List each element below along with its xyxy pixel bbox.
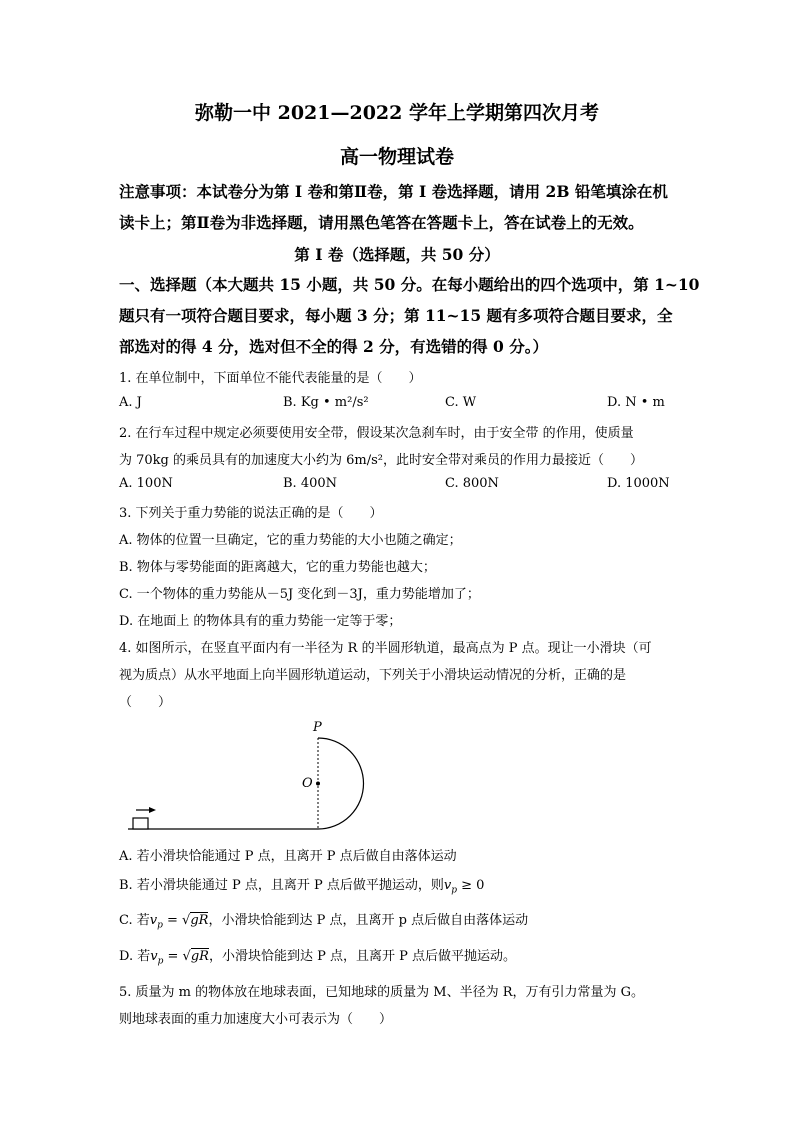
q1-option-a: A. J [119, 395, 142, 410]
section-instruction-1: 一、选择题（本大题共 15 小题，共 50 分。在每小题给出的四个选项中，第 1~10 [119, 275, 700, 294]
q4-option-b-sub: p [451, 885, 457, 896]
section-instruction-3: 部选对的得 4 分，选对但不全的得 2 分，有选错的得 0 分。） [119, 337, 548, 356]
q4-stem-2: 视为质点）从水平地面上向半圆形轨道运动，下列关于小滑块运动情况的分析，正确的是 [119, 668, 627, 683]
q4-option-c-eq: = [162, 913, 183, 928]
q4-stem-3: （ ） [119, 695, 172, 710]
exam-title: 弥勒一中 2021—2022 学年上学期第四次月考 [195, 102, 599, 124]
q4-option-c-radicand: gR [190, 913, 209, 928]
q4-option-d-text: ，小滑块恰能到达 P 点，且离开 P 点后做平抛运动。 [208, 949, 516, 964]
q4-option-d-radicand: gR [190, 949, 209, 964]
q2-option-a: A. 100N [119, 476, 173, 491]
label-p: P [313, 720, 322, 735]
notice-line-2: 读卡上；第Ⅱ卷为非选择题，请用黑色笔答在答题卡上，答在试卷上的无效。 [119, 213, 644, 232]
q4-option-b-rel: ≥ 0 [456, 878, 485, 893]
label-o: O [302, 776, 313, 791]
section-title: 第 I 卷（选择题，共 50 分） [294, 245, 500, 264]
q4-option-d-sqrt: √gR [182, 949, 209, 964]
q4-option-a: A. 若小滑块恰能通过 P 点，且离开 P 点后做自由落体运动 [119, 849, 457, 864]
q4-option-c-sub: p [157, 920, 163, 931]
q4-option-d [119, 945, 516, 967]
q5-stem-1: 5. 质量为 m 的物体放在地球表面，已知地球的质量为 M、半径为 R，万有引力常量为 G。 [119, 985, 645, 1000]
q4-option-c-prefix: C. 若 [119, 913, 150, 928]
q1-option-d: D. N • m [607, 395, 665, 410]
q2-stem-1: 2. 在行车过程中规定必须要使用安全带，假设某次急刹车时，由于安全带 的作用，使质量 [119, 426, 634, 441]
q1-option-c: C. W [445, 395, 477, 410]
q4-option-c-v: v [149, 913, 158, 928]
q4-option-d-v: v [150, 949, 158, 964]
q4-option-b-v: v [443, 878, 452, 893]
q3-option-b: B. 物体与零势能面的距离越大，它的重力势能也越大； [119, 560, 436, 575]
velocity-arrow-head [149, 807, 156, 813]
q4-option-b-text: B. 若小滑块能通过 P 点，且离开 P 点后做平抛运动，则 [119, 878, 444, 893]
q1-option-b: B. Kg • m²/s² [283, 395, 369, 410]
q4-stem-1: 4. 如图所示，在竖直平面内有一半径为 R 的半圆形轨道，最高点为 P 点。现让一小滑块（可 [119, 641, 652, 656]
q4-option-c-text: ，小滑块恰能到达 P 点，且离开 p 点后做自由落体运动 [208, 913, 529, 928]
q4-option-b [119, 874, 484, 896]
q3-option-d: D. 在地面上 的物体具有的重力势能一定等于零； [119, 614, 402, 629]
q3-stem: 3. 下列关于重力势能的说法正确的是（ ） [119, 506, 383, 521]
notice-line-1: 注意事项：本试卷分为第 I 卷和第Ⅱ卷，第 I 卷选择题，请用 2B 铅笔填涂在机 [119, 182, 668, 201]
q2-option-c: C. 800N [445, 476, 499, 491]
q4-option-c [119, 909, 528, 931]
q4-option-c-sqrt: √gR [182, 913, 209, 928]
exam-subtitle: 高一物理试卷 [339, 146, 454, 168]
q2-option-d: D. 1000N [607, 476, 670, 491]
q5-stem-2: 则地球表面的重力加速度大小可表示为（ ） [119, 1012, 393, 1027]
q4-option-d-eq: = [163, 949, 183, 964]
q1-stem: 1. 在单位制中，下面单位不能代表能量的是（ ） [119, 371, 422, 386]
semicircle-track [318, 738, 364, 829]
q3-option-c: C. 一个物体的重力势能从－5J 变化到－3J，重力势能增加了； [119, 587, 480, 602]
q3-option-a: A. 物体的位置一旦确定，它的重力势能的大小也随之确定； [119, 533, 462, 548]
slider-block [133, 818, 148, 829]
q4-option-d-prefix: D. 若 [119, 949, 151, 964]
q2-option-b: B. 400N [283, 476, 338, 491]
center-point-o [316, 782, 320, 786]
q2-stem-2: 为 70kg 的乘员具有的加速度大小约为 6m/s²，此时安全带对乘员的作用力最接近（ ） [119, 453, 643, 468]
section-instruction-2: 题只有一项符合题目要求，每小题 3 分；第 11~15 题有多项符合题目要求，全 [119, 306, 673, 325]
q4-option-d-sub: p [157, 956, 164, 967]
